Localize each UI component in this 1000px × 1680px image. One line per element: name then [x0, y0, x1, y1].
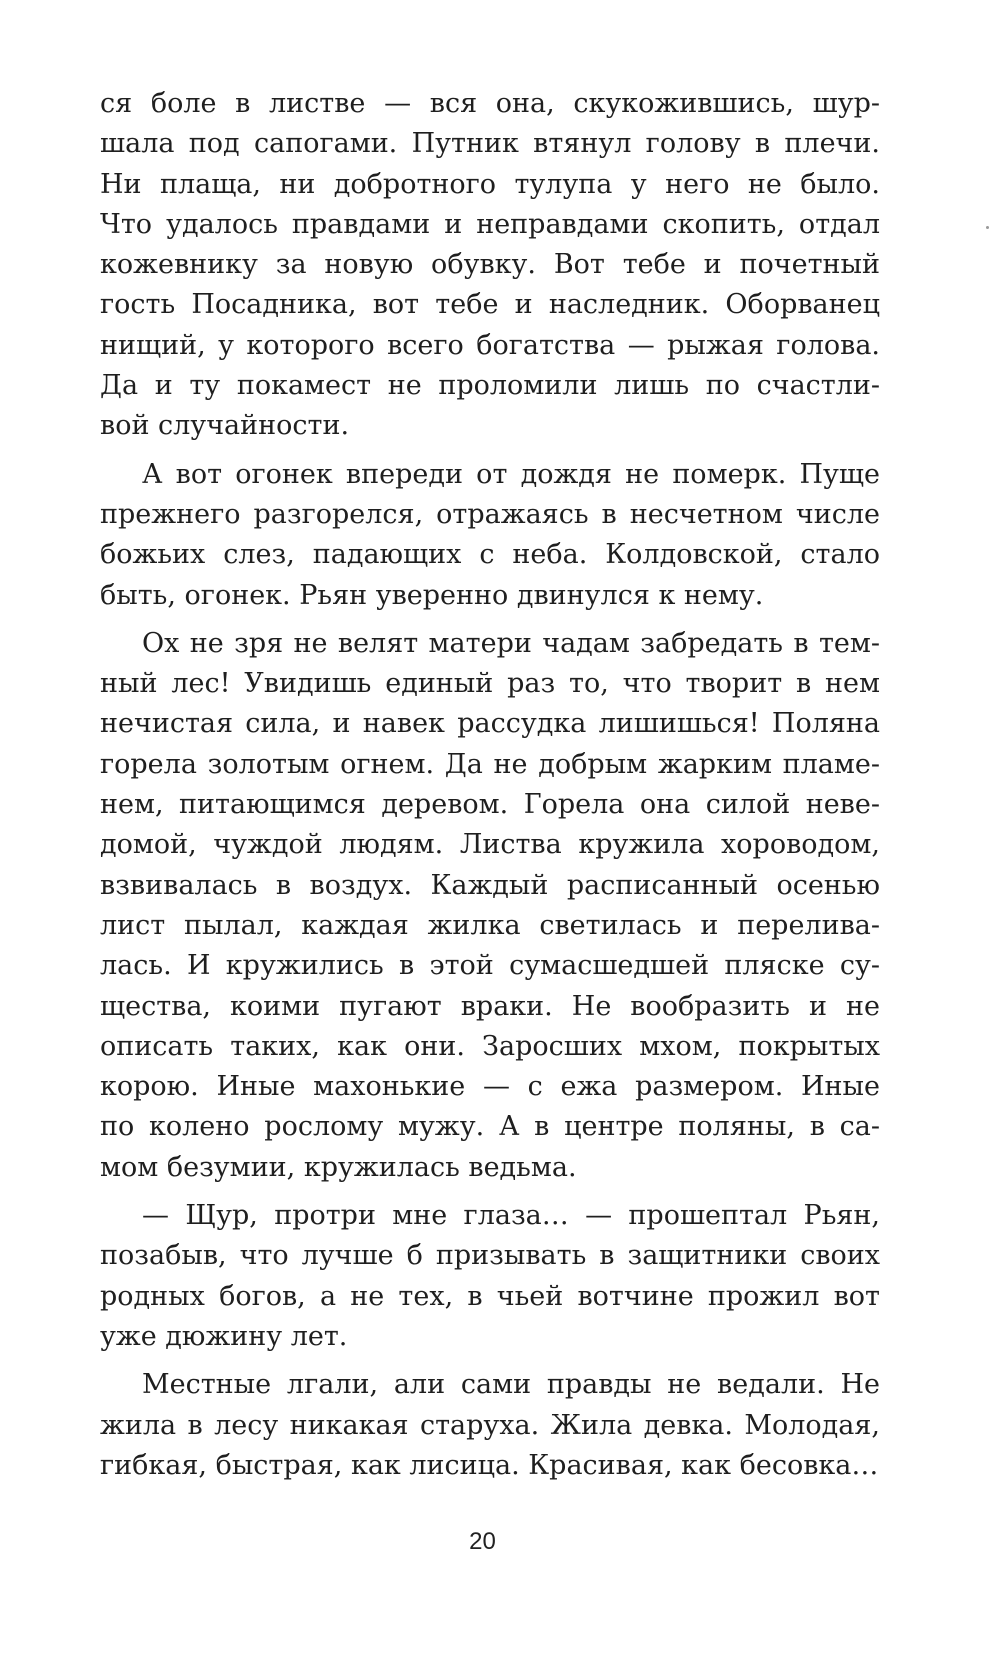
paragraph-gap	[100, 616, 880, 624]
text-line: описать таких, как они. Заросших мхом, покрытых	[100, 1030, 880, 1062]
paragraph	[100, 624, 880, 1188]
text-line: А вот огонек впереди от дождя не померк. Пуще	[142, 458, 880, 490]
text-line: гибкая, быстрая, как лисица. Красивая, как бесовка…	[100, 1449, 879, 1481]
paragraph	[100, 455, 880, 616]
paragraph	[100, 84, 880, 447]
paragraph-gap	[100, 1357, 880, 1365]
text-line: лист пылал, каждая жилка светилась и перелива-	[100, 909, 880, 941]
text-line: мом безумии, кружилась ведьма.	[100, 1151, 577, 1183]
text-line: быть, огонек. Рьян уверенно двинулся к нему.	[100, 579, 764, 611]
paragraph-gap	[100, 1188, 880, 1196]
text-line: — Щур, протри мне глаза… — прошептал Рьян,	[142, 1200, 880, 1232]
text-line: кожевнику за новую обувку. Вот тебе и почетный	[100, 249, 880, 281]
text-line: гость Посадника, вот тебе и наследник. Оборванец	[100, 289, 880, 321]
text-line: по колено рослому мужу. А в центре поляны, в са-	[100, 1111, 880, 1143]
text-line: ся боле в листве — вся она, скукожившись, шур-	[100, 88, 880, 119]
text-line: родных богов, а не тех, в чьей вотчине прожил вот	[100, 1280, 880, 1312]
text-line: шала под сапогами. Путник втянул голову в плечи.	[100, 128, 880, 160]
text-line: Что удалось правдами и неправдами скопить, отдал	[100, 208, 880, 240]
text-line: лась. И кружились в этой сумасшедшей пляске су-	[100, 950, 880, 982]
text-line: нечистая сила, и навек рассудка лишишься! Поляна	[100, 708, 880, 740]
text-line: прежнего разгорелся, отражаясь в несчетном числе	[100, 498, 880, 530]
text-line: щества, коими пугают враки. Не вообразить и не	[100, 990, 880, 1022]
text-line: божьих слез, падающих с неба. Колдовской, стало	[100, 539, 880, 571]
paragraph-gap	[100, 447, 880, 455]
text-line: Ни плаща, ни добротного тулупа у него не было.	[100, 168, 880, 200]
text-line: ный лес! Увидишь единый раз то, что творит в нем	[100, 668, 880, 700]
text-line: корою. Иные махонькие — с ежа размером. Иные	[100, 1071, 880, 1103]
paragraph	[100, 1365, 880, 1486]
text-line: вой случайности.	[100, 410, 350, 442]
text-line: Да и ту покамест не проломили лишь по счастли-	[100, 370, 880, 402]
text-line: жила в лесу никакая старуха. Жила девка. Молодая,	[100, 1409, 880, 1441]
body-text	[100, 84, 880, 1486]
margin-speck	[986, 226, 989, 229]
text-line: Местные лгали, али сами правды не ведали. Не	[142, 1369, 880, 1401]
text-line: домой, чуждой людям. Листва кружила хороводом,	[100, 829, 880, 861]
text-line: взвивалась в воздух. Каждый расписанный осенью	[100, 869, 880, 901]
text-line: нем, питающимся деревом. Горела она силой неве-	[100, 789, 880, 821]
text-line: нищий, у которого всего богатства — рыжая голова.	[100, 329, 880, 361]
text-line: Ох не зря не велят матери чадам забредать в тем-	[142, 627, 880, 659]
page-number: 20	[469, 1528, 496, 1555]
text-line: уже дюжину лет.	[100, 1320, 348, 1352]
paragraph	[100, 1196, 880, 1357]
text-line: позабыв, что лучше б призывать в защитники своих	[100, 1240, 880, 1272]
text-line: горела золотым огнем. Да не добрым жарким пламе-	[100, 748, 880, 780]
